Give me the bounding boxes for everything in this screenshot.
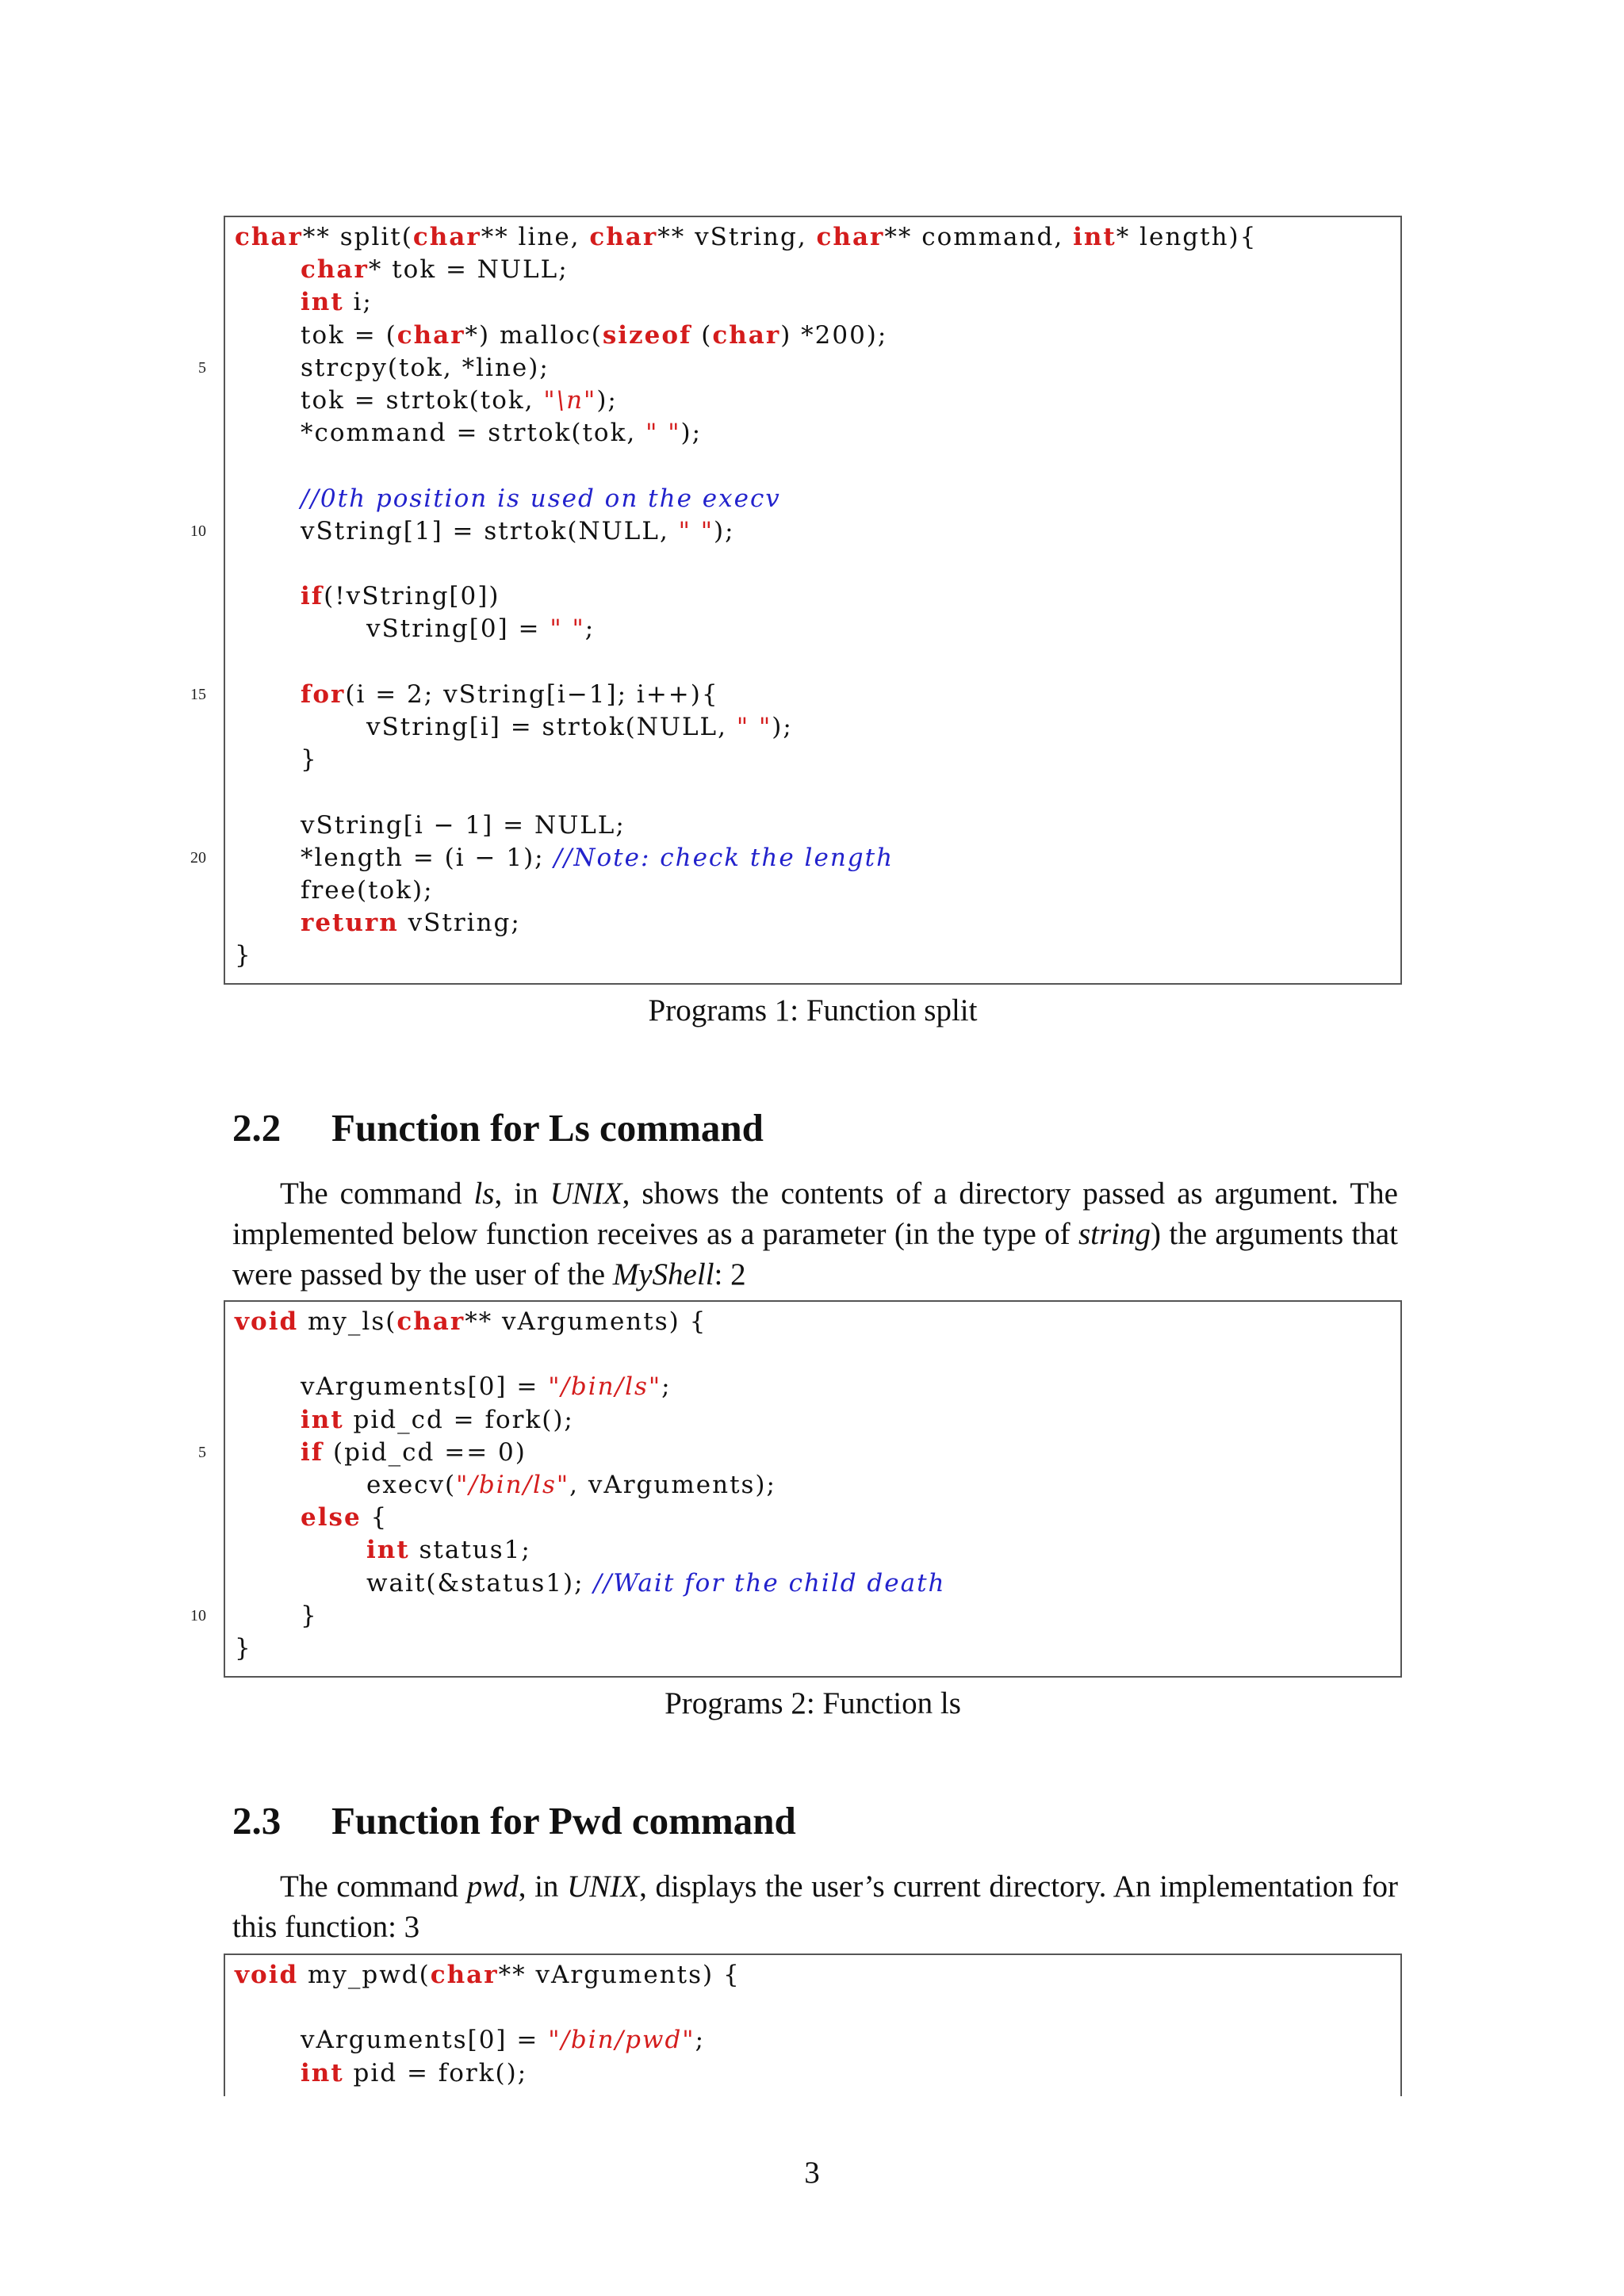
code-keyword: return <box>301 909 399 938</box>
code-text: } <box>301 1601 318 1630</box>
code-text: execv( <box>366 1471 457 1499</box>
code-line <box>301 351 550 385</box>
code-text: ); <box>714 516 735 545</box>
line-number: 5 <box>198 1443 206 1461</box>
code-line <box>301 580 500 613</box>
code-line <box>301 253 569 286</box>
listing-caption-split: Programs 1: Function split <box>648 993 978 1027</box>
code-text: * tok = NULL; <box>368 255 569 285</box>
code-keyword: char <box>396 320 465 350</box>
code-text: my_ls( <box>298 1307 397 1336</box>
line-number: 20 <box>190 848 206 867</box>
code-text: vString[i − 1] = NULL; <box>301 810 626 840</box>
code-line <box>301 1403 574 1437</box>
code-text: tok = ( <box>301 320 397 350</box>
code-string: "\n" <box>543 386 597 415</box>
section-number: 2.3 <box>232 1799 282 1843</box>
code-line <box>301 809 626 842</box>
paragraph-ls <box>232 1173 1398 1295</box>
code-text: vArguments[0] = <box>301 2026 549 2055</box>
code-text: vArguments[0] = <box>301 1372 549 1402</box>
code-line <box>301 416 702 450</box>
code-string: "/bin/ls" <box>456 1471 570 1499</box>
code-keyword: char <box>712 320 781 350</box>
code-text: i; <box>343 288 373 317</box>
code-keyword: char <box>816 223 885 251</box>
code-keyword: int <box>301 288 344 317</box>
code-text: { <box>361 1503 389 1533</box>
code-text: ; <box>584 614 596 644</box>
code-text: tok = strtok(tok, <box>301 386 544 415</box>
code-text: } <box>301 745 318 775</box>
emphasized-text: UNIX <box>550 1177 622 1211</box>
code-keyword: for <box>301 679 346 709</box>
code-text: vString[i] = strtok(NULL, <box>366 713 737 741</box>
code-text: (pid_cd == 0) <box>324 1437 527 1467</box>
paragraph-text: The command <box>280 1177 474 1211</box>
section-title: Function for Ls command <box>331 1106 764 1150</box>
code-text: (!vString[0]) <box>324 582 500 611</box>
code-text: status1; <box>409 1536 531 1565</box>
page-number: 3 <box>804 2156 820 2190</box>
code-text: pid_cd = fork(); <box>343 1405 574 1434</box>
code-text: ** line, <box>481 223 590 251</box>
code-text: ); <box>772 713 793 741</box>
code-keyword: void <box>235 1961 299 1989</box>
code-text: *command = strtok(tok, <box>301 419 646 448</box>
code-keyword: char <box>412 223 481 251</box>
paragraph-text: , in <box>494 1177 550 1211</box>
section-heading-ls <box>232 1105 764 1150</box>
code-text: ); <box>596 386 618 415</box>
code-string: "/bin/ls" <box>548 1372 662 1402</box>
code-listing-pwd <box>224 1954 1402 2096</box>
code-line <box>301 515 735 548</box>
code-text: ; <box>695 2026 706 2055</box>
code-line <box>301 874 434 907</box>
code-line <box>235 1632 252 1665</box>
code-line <box>301 906 521 939</box>
code-keyword: char <box>430 1961 499 1989</box>
listing-caption-ls: Programs 2: Function ls <box>665 1686 961 1720</box>
emphasized-text: ls <box>473 1177 495 1211</box>
code-text: ** vArguments) { <box>498 1961 741 1989</box>
paragraph-pwd <box>232 1866 1398 1947</box>
code-line <box>301 2057 527 2090</box>
code-string: "/bin/pwd" <box>548 2026 695 2055</box>
code-keyword: int <box>1073 223 1116 251</box>
code-listing-split <box>190 216 1402 985</box>
code-line <box>301 1436 527 1469</box>
code-text: pid = fork(); <box>343 2058 528 2087</box>
code-text: ** vString, <box>657 223 817 251</box>
code-text: wait(&status1); <box>366 1568 594 1598</box>
code-keyword: char <box>235 223 303 251</box>
code-string: " " <box>550 614 585 644</box>
code-keyword: int <box>301 1405 344 1434</box>
code-line <box>301 2023 705 2057</box>
code-text: } <box>235 1634 252 1663</box>
code-keyword: char <box>301 255 369 285</box>
code-text: vString; <box>398 909 521 938</box>
line-number: 10 <box>190 522 206 540</box>
emphasized-text: string <box>1078 1217 1151 1251</box>
code-keyword: char <box>396 1307 465 1336</box>
paragraph-text: : 2 <box>714 1257 746 1292</box>
paragraph-text: , in <box>518 1869 568 1904</box>
section-heading-pwd <box>232 1798 796 1843</box>
line-number: 5 <box>198 358 206 377</box>
emphasized-text: MyShell <box>612 1257 714 1292</box>
code-line <box>235 1305 707 1338</box>
code-line <box>301 285 373 319</box>
paragraph-text: , displays the user’s current directory. An implementation for this function: 3 <box>232 1869 1398 1944</box>
code-string: " " <box>736 713 772 741</box>
code-text: ** split( <box>302 223 413 251</box>
code-text: * length){ <box>1116 223 1258 251</box>
code-text: my_pwd( <box>298 1961 431 1989</box>
code-line <box>301 482 781 515</box>
code-keyword: char <box>589 223 658 251</box>
code-line <box>366 1567 946 1600</box>
code-text: vString[1] = strtok(NULL, <box>301 516 679 545</box>
code-text: vString[0] = <box>366 614 550 644</box>
code-string: " " <box>678 516 714 545</box>
code-line <box>366 710 793 744</box>
code-line <box>301 1599 318 1632</box>
code-text: ** vArguments) { <box>465 1307 707 1336</box>
code-line <box>301 384 618 417</box>
code-text: , vArguments); <box>569 1471 776 1499</box>
code-text: free(tok); <box>301 876 434 905</box>
code-text: ) *200); <box>780 320 888 350</box>
code-keyword: int <box>301 2058 344 2087</box>
code-text: *length = (i − 1); <box>301 843 554 872</box>
line-number: 15 <box>190 685 206 703</box>
code-keyword: int <box>366 1536 410 1565</box>
code-line <box>301 678 719 711</box>
code-comment: //Note: check the length <box>553 843 894 872</box>
section-title: Function for Pwd command <box>331 1799 796 1843</box>
code-line <box>235 1958 741 1992</box>
code-text: } <box>235 941 252 970</box>
code-text: ; <box>661 1372 672 1402</box>
section-number: 2.2 <box>232 1106 282 1150</box>
code-line <box>235 939 252 972</box>
code-line <box>301 1501 388 1534</box>
code-line <box>366 1468 776 1502</box>
line-number: 10 <box>190 1606 206 1624</box>
code-line <box>366 1533 531 1567</box>
code-line <box>366 612 595 645</box>
code-text: ); <box>680 419 703 448</box>
code-line <box>301 1370 672 1403</box>
code-text: (i = 2; vString[i−1]; i++){ <box>345 679 719 709</box>
code-line <box>235 220 1257 254</box>
code-keyword: else <box>301 1503 362 1533</box>
code-text: ** command, <box>884 223 1074 251</box>
code-keyword: if <box>301 582 324 611</box>
code-text: *) malloc( <box>465 320 603 350</box>
code-text: strcpy(tok, *line); <box>301 353 550 382</box>
code-comment: //Wait for the child death <box>593 1568 946 1598</box>
paragraph-text: ) the arguments that were passed by the user of the <box>232 1217 1398 1292</box>
code-comment: //0th position is used on the execv <box>301 484 781 513</box>
code-keyword: void <box>235 1307 299 1336</box>
code-text: ( <box>691 320 713 350</box>
code-keyword: if <box>301 1437 324 1467</box>
code-line <box>301 841 894 874</box>
code-string: " " <box>645 419 681 448</box>
emphasized-text: pwd <box>466 1869 519 1904</box>
code-keyword: sizeof <box>602 320 692 350</box>
paragraph-text: , shows the contents of a directory passed as argument. The implemented below function receives as a parameter (in the type of <box>232 1177 1398 1251</box>
paragraph-text: The command <box>280 1869 467 1904</box>
emphasized-text: UNIX <box>567 1869 640 1904</box>
code-line <box>301 319 887 352</box>
code-listing-ls <box>190 1300 1402 1678</box>
code-line <box>301 743 318 776</box>
